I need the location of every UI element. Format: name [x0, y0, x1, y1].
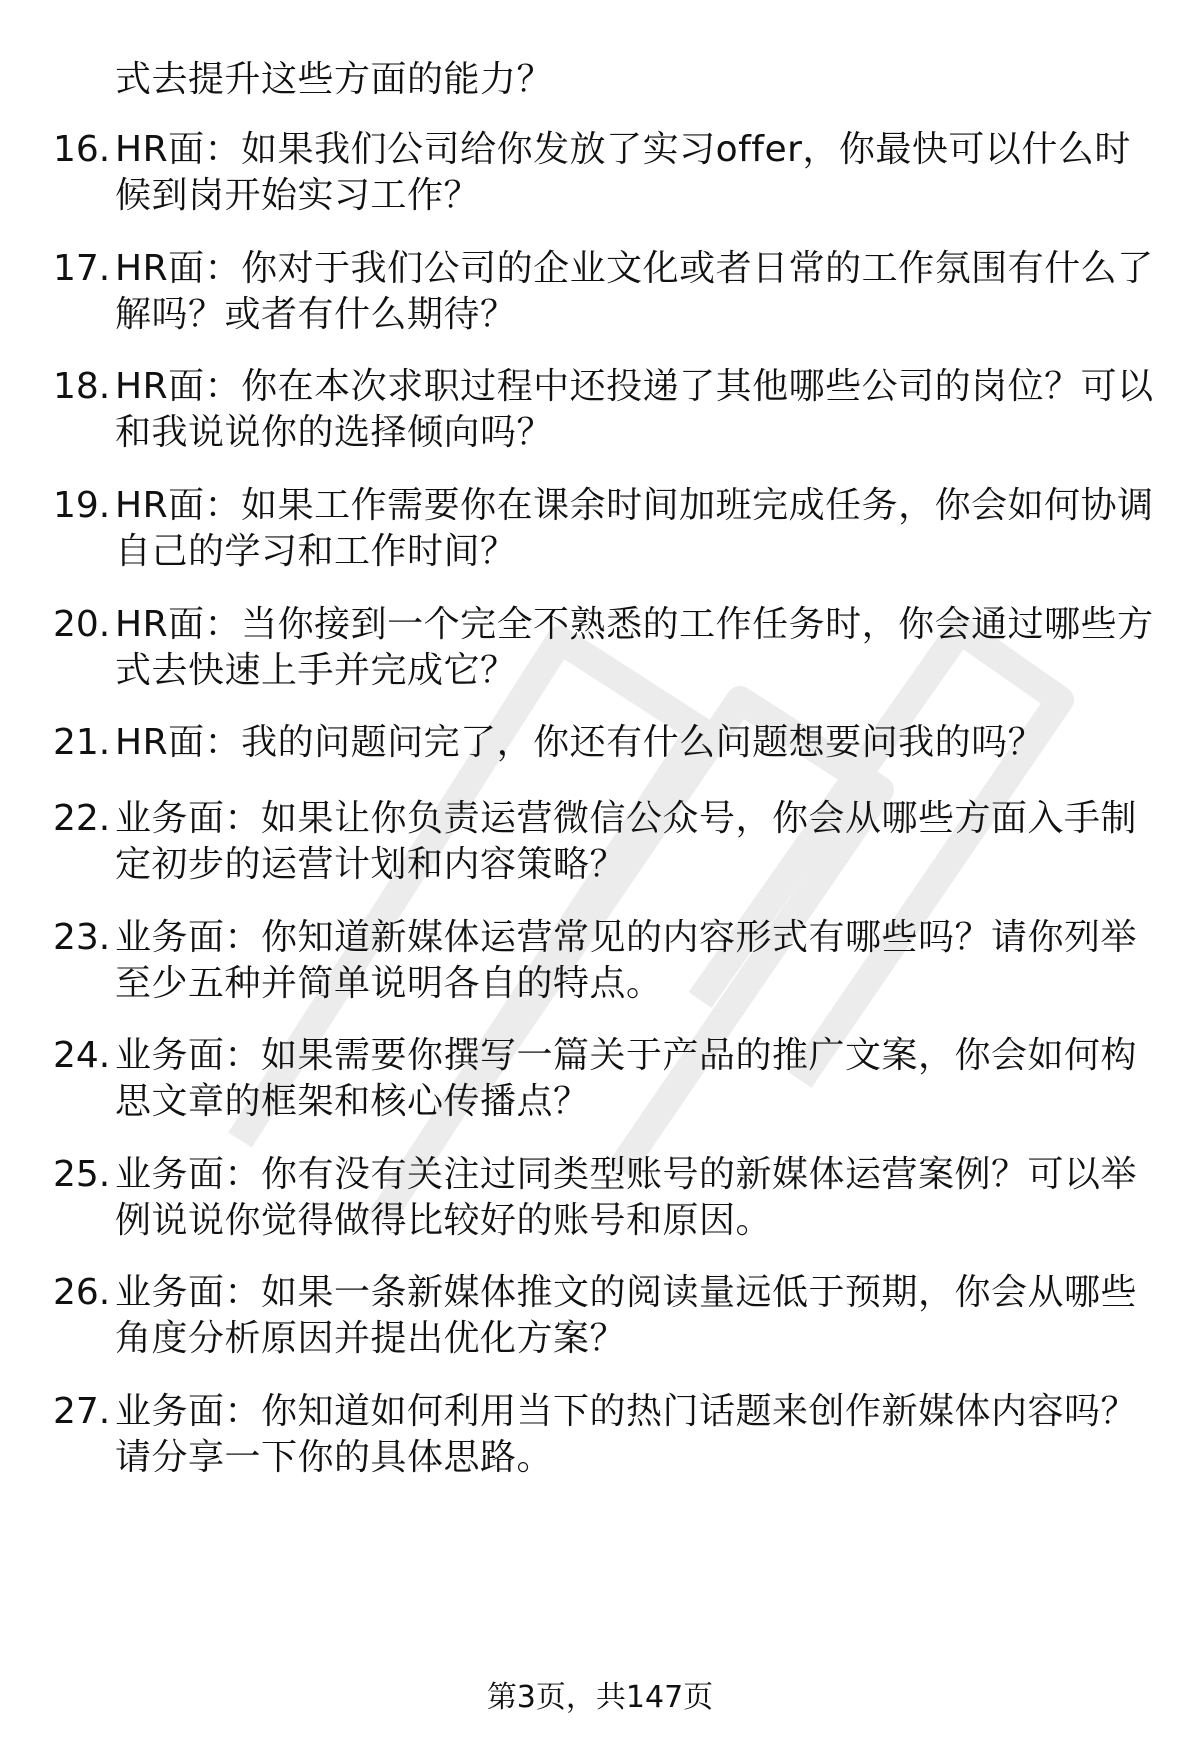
item-number-24: 24. — [53, 1035, 111, 1076]
item-22-line-1: 业务面：如果让你负责运营微信公众号，你会从哪些方面入手制 — [115, 798, 1138, 839]
item-number-26: 26. — [53, 1272, 111, 1313]
item-16-line-1: HR面：如果我们公司给你发放了实习offer，你最快可以什么时 — [115, 129, 1131, 170]
item-number-25: 25. — [53, 1154, 111, 1195]
item-18-line-1: HR面：你在本次求职过程中还投递了其他哪些公司的岗位？可以 — [115, 366, 1154, 407]
item-number-22: 22. — [53, 798, 111, 839]
item-number-21: 21. — [53, 722, 111, 763]
item-20-line-2: 式去快速上手并完成它？ — [115, 650, 517, 691]
item-number-17: 17. — [53, 248, 111, 289]
item-18-line-2: 和我说说你的选择倾向吗？ — [115, 412, 554, 453]
item-25-line-2: 例说说你觉得做得比较好的账号和原因。 — [115, 1200, 773, 1241]
item-24-line-1: 业务面：如果需要你撰写一篇关于产品的推广文案，你会如何构 — [115, 1035, 1138, 1076]
item-17-line-2: 解吗？或者有什么期待？ — [115, 294, 517, 335]
item-17-line-1: HR面：你对于我们公司的企业文化或者日常的工作氛围有什么了 — [115, 248, 1154, 289]
item-16-line-2: 候到岗开始实习工作？ — [115, 175, 481, 216]
item-number-19: 19. — [53, 485, 111, 526]
item-26-line-2: 角度分析原因并提出优化方案？ — [115, 1318, 627, 1359]
item-19-line-2: 自己的学习和工作时间？ — [115, 531, 517, 572]
page-footer: 第3页，共147页 — [486, 1680, 714, 1715]
item-number-23: 23. — [53, 917, 111, 958]
item-23-line-1: 业务面：你知道新媒体运营常见的内容形式有哪些吗？请你列举 — [115, 917, 1138, 958]
item-21-line-1: HR面：我的问题问完了，你还有什么问题想要问我的吗？ — [115, 722, 1045, 763]
item-27-line-2: 请分享一下你的具体思路。 — [115, 1437, 554, 1478]
item-25-line-1: 业务面：你有没有关注过同类型账号的新媒体运营案例？可以举 — [115, 1154, 1138, 1195]
item-26-line-1: 业务面：如果一条新媒体推文的阅读量远低于预期，你会从哪些 — [115, 1272, 1138, 1313]
item-number-20: 20. — [53, 604, 111, 645]
item-number-27: 27. — [53, 1391, 111, 1432]
item-27-line-1: 业务面：你知道如何利用当下的热门话题来创作新媒体内容吗？ — [115, 1391, 1138, 1432]
item-19-line-1: HR面：如果工作需要你在课余时间加班完成任务，你会如何协调 — [115, 485, 1154, 526]
item-23-line-2: 至少五种并简单说明各自的特点。 — [115, 963, 663, 1004]
item-24-line-2: 思文章的框架和核心传播点？ — [115, 1081, 590, 1122]
item-20-line-1: HR面：当你接到一个完全不熟悉的工作任务时，你会通过哪些方 — [115, 604, 1154, 645]
item-number-18: 18. — [53, 366, 111, 407]
continuation-line: 式去提升这些方面的能力？ — [115, 59, 554, 100]
item-22-line-2: 定初步的运营计划和内容策略？ — [115, 844, 627, 885]
item-number-16: 16. — [53, 129, 111, 170]
